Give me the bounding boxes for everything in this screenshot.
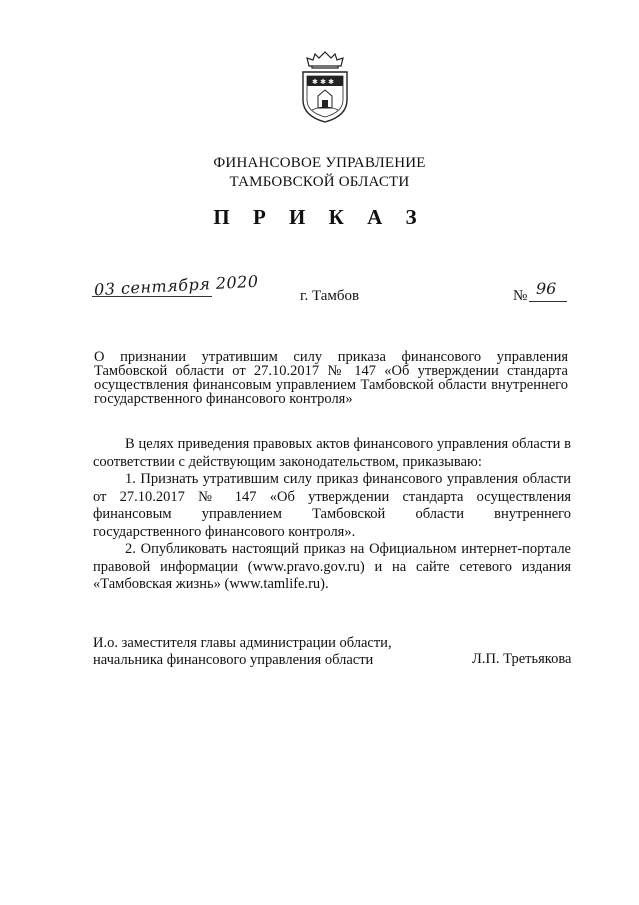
org-name-line2: ТАМБОВСКОЙ ОБЛАСТИ	[229, 174, 410, 190]
document-body	[93, 436, 571, 594]
signatory-position-line1: И.о. заместителя главы администрации области,	[93, 635, 392, 651]
org-name-line1: ФИНАНСОВОЕ УПРАВЛЕНИЕ	[213, 155, 426, 171]
number-underline	[529, 301, 567, 302]
signatory-position	[93, 635, 392, 669]
document-title: П Р И К А З	[213, 205, 426, 229]
svg-text:✱ ✱ ✱: ✱ ✱ ✱	[312, 78, 335, 86]
date-handwritten: 03 сентября 2020	[93, 271, 259, 300]
order-item-2: 2. Опубликовать настоящий приказ на Официальном интернет-портале правовой информации (www.pravo.gov.ru) и на сайте сетевого издания «Тамбовская жизнь» (www.tamlife.ru).	[93, 541, 571, 592]
coat-of-arms-icon	[298, 50, 352, 124]
preamble: В целях приведения правовых актов финансового управления области в соответствии с действующим законодательством, приказываю:	[93, 436, 571, 470]
signatory-position-line2: начальника финансового управления области	[93, 652, 374, 668]
number-label: №	[513, 288, 528, 304]
date-underline	[92, 296, 212, 297]
document-subject: О признании утратившим силу приказа финансового управления Тамбовской области от 27.10.2017 № 147 «Об утверждении стандарта осуществления финансовым управлением Тамбовской области внутреннего государственного финансового контроля»	[94, 349, 568, 407]
signatory-name: Л.П. Третьякова	[472, 651, 572, 667]
city: г. Тамбов	[300, 288, 360, 304]
order-item-1: 1. Признать утратившим силу приказ финансового управления области от 27.10.2017 № 147 «Об утверждении стандарта осуществления финансовым управлением Тамбовской области внутреннего государственного финансового контроля».	[93, 471, 571, 540]
number-handwritten: 96	[536, 279, 557, 298]
